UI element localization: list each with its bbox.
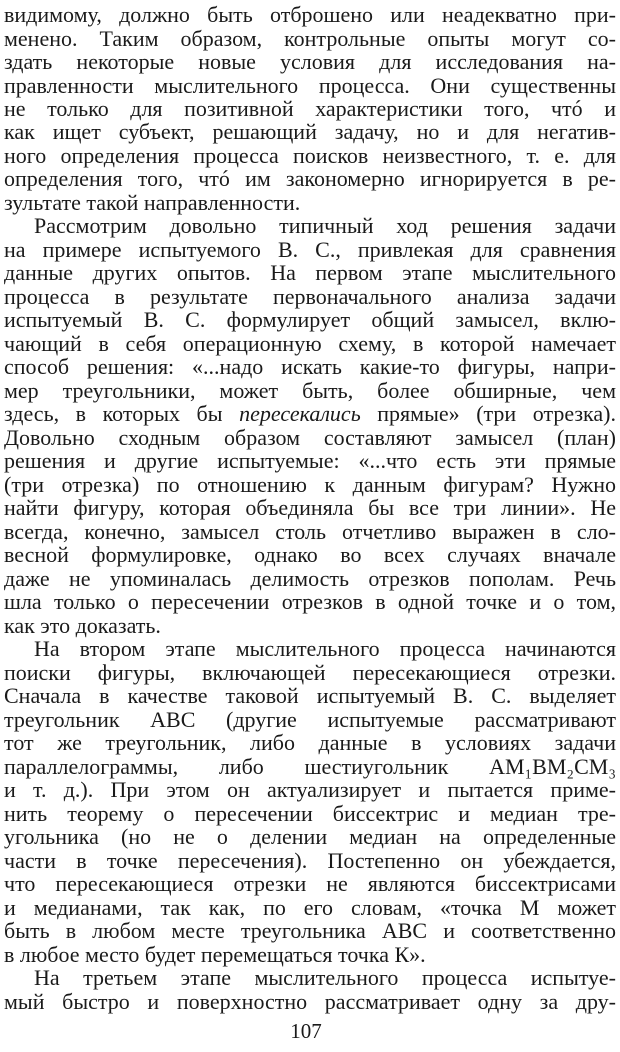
text-line: параллелограммы, либо шестиугольник AM₁BM₂CM₃ — [4, 753, 616, 779]
text-line: весной формулировке, однако во всех случаях вначале — [4, 542, 616, 568]
paragraph-first-line: На третьем этапе мыслительного процесса испытуе- — [34, 965, 616, 990]
text-line: Сначала в качестве таковой испытуемый В. С. выделяет — [4, 683, 616, 709]
text-line: (три отрезка) по отношению к данным фигурам? Нужно — [4, 471, 616, 497]
text-line: Довольно сходным образом составляют замысел (план) — [4, 424, 616, 450]
text-line: шла только о пересечении отрезков в одной точке и о том, — [4, 589, 616, 615]
text-line: не только для позитивной характеристики того, чтó и — [4, 96, 616, 121]
text-line: нить теорему о пересечении биссектрис и медиан тре- — [4, 800, 616, 826]
page-number: 107 — [290, 1019, 322, 1043]
text-line: части в точке пересечения). Постепенно он убеждается, — [4, 847, 616, 873]
text-line: поиски фигуры, включающей пересекающиеся отрезки. — [4, 659, 616, 685]
text-line: видимому, должно быть отброшено или неадекватно при- — [4, 2, 616, 27]
text-line: угольника (но не о делении медиан на определенные — [4, 824, 616, 850]
text-line: треугольник ABC (другие испытуемые рассматривают — [4, 706, 616, 732]
text-line: как ищет субъект, решающий задачу, но и для негатив- — [4, 119, 616, 145]
paragraph-first-line: Рассмотрим довольно типичный ход решения задачи — [34, 213, 616, 239]
text-line: ного определения процесса поисков неизвестного, т. е. для — [4, 142, 616, 168]
text-line: и т. д.). При этом он актуализирует и пытается приме- — [4, 777, 616, 803]
text-line: чающий в себя операционную схему, в которой намечает — [4, 330, 616, 356]
text-line: даже не упоминалась делимость отрезков пополам. Речь — [4, 565, 616, 591]
text-segment: прямые» (три отрезка). — [360, 401, 616, 427]
text-line: найти фигуру, которая объединяла бы все три линии». Не — [4, 495, 616, 521]
text-line: способ решения: «...надо искать какие-то фигуры, напри- — [4, 354, 616, 380]
text-line: что пересекающиеся отрезки не являются биссектрисами — [4, 871, 616, 897]
text-line: на примере испытуемого В. С., привлекая для сравнения — [4, 236, 616, 262]
text-line: и медианами, так как, по его словам, «точка М может — [4, 894, 616, 920]
paragraph-first-line: На втором этапе мыслительного процесса начинаются — [34, 636, 616, 662]
text-line: процесса в результате первоначального анализа задачи — [4, 283, 616, 309]
text-line: быть в любом месте треугольника ABC и соответственно — [4, 918, 616, 943]
text-line: данные других опытов. На первом этапе мыслительного — [4, 260, 616, 286]
text-line: здать некоторые новые условия для исследования на- — [4, 49, 616, 74]
italic-emphasis: пересекались — [239, 401, 361, 427]
text-line: как это доказать. — [4, 612, 161, 638]
book-page — [4, 0, 616, 1052]
text-line: менено. Таким образом, контрольные опыты могут со- — [4, 25, 616, 51]
text-line: в любое место будет перемещаться точка К». — [4, 941, 426, 967]
text-line: определения того, чтó им закономерно игнорируется в ре- — [4, 166, 616, 192]
text-line: решения и другие испытуемые: «...что есть эти прямые — [4, 448, 616, 474]
text-line: всегда, конечно, замысел столь отчетливо выражен в сло- — [4, 518, 616, 544]
text-line: тот же треугольник, либо данные в условиях задачи — [4, 730, 616, 756]
text-line: мер треугольники, может быть, более обширные, чем — [4, 377, 616, 403]
text-segment: здесь, в которых бы — [4, 401, 240, 427]
text-line: зультате такой направленности. — [4, 189, 301, 215]
text-line-with-emphasis — [4, 401, 616, 426]
text-line: мый быстро и поверхностно рассматривает одну за дру- — [4, 988, 616, 1014]
text-line: правленности мыслительного процесса. Они существенны — [4, 72, 616, 98]
text-line: испытуемый В. С. формулирует общий замысел, вклю- — [4, 307, 616, 333]
